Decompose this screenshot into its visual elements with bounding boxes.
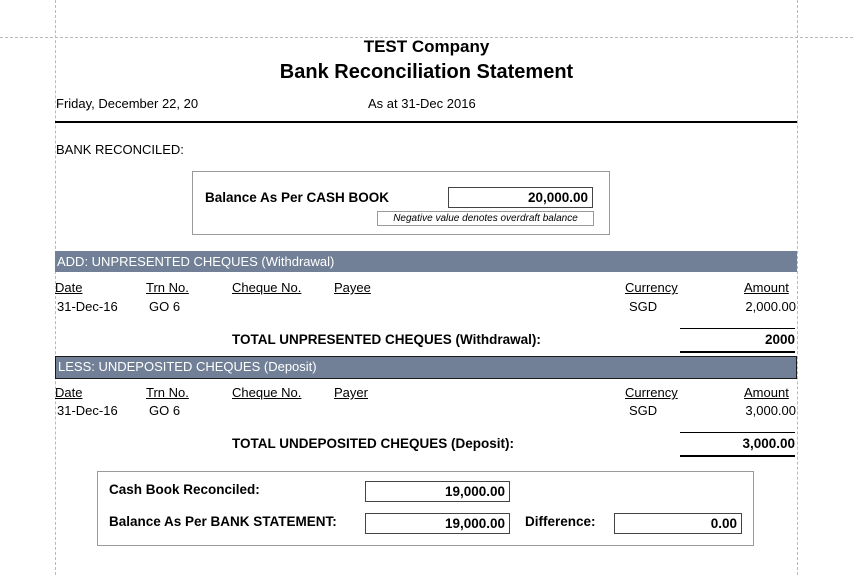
col-trn: Trn No. [146, 385, 189, 400]
row-date: 31-Dec-16 [57, 299, 118, 314]
row-currency: SGD [629, 403, 658, 418]
print-date: Friday, December 22, 20 [56, 96, 199, 111]
right-margin-guide [797, 0, 798, 575]
col-currency: Currency [625, 280, 678, 295]
difference-value: 0.00 [614, 513, 742, 534]
col-payee: Payee [334, 280, 371, 295]
col-amount: Amount [744, 280, 789, 295]
header-rule [55, 121, 797, 123]
col-trn: Trn No. [146, 280, 189, 295]
row-date: 31-Dec-16 [57, 403, 118, 418]
col-amount: Amount [744, 385, 789, 400]
col-cheque: Cheque No. [232, 280, 302, 295]
col-currency: Currency [625, 385, 678, 400]
col-payer: Payer [334, 385, 368, 400]
difference-label: Difference: [525, 514, 596, 529]
row-currency: SGD [629, 299, 658, 314]
undeposited-total-value: 3,000.00 [680, 432, 795, 457]
bank-statement-value: 19,000.00 [365, 513, 510, 534]
col-date: Date [55, 280, 83, 295]
company-name: TEST Company [363, 37, 490, 56]
report-title: Bank Reconciliation Statement [279, 61, 574, 83]
row-amount: 2,000.00 [745, 299, 796, 314]
reconciled-label: Cash Book Reconciled: [109, 482, 260, 497]
unpresented-total-label: TOTAL UNPRESENTED CHEQUES (Withdrawal): [232, 332, 541, 347]
row-trn: GO 6 [149, 299, 181, 314]
as-at-date: As at 31-Dec 2016 [368, 96, 476, 111]
section-label: BANK RECONCILED: [56, 142, 184, 157]
col-date: Date [55, 385, 83, 400]
bank-statement-label: Balance As Per BANK STATEMENT: [109, 514, 337, 529]
undeposited-total-label: TOTAL UNDEPOSITED CHEQUES (Deposit): [232, 436, 515, 451]
unpresented-total-value: 2000 [680, 328, 795, 353]
undeposited-band: LESS: UNDEPOSITED CHEQUES (Deposit) [55, 356, 797, 379]
reconciled-value: 19,000.00 [365, 481, 510, 502]
row-trn: GO 6 [149, 403, 181, 418]
col-cheque: Cheque No. [232, 385, 302, 400]
overdraft-note: Negative value denotes overdraft balance [377, 211, 594, 226]
cash-book-value: 20,000.00 [448, 187, 593, 208]
row-amount: 3,000.00 [745, 403, 796, 418]
cash-book-label: Balance As Per CASH BOOK [205, 190, 390, 205]
unpresented-band: ADD: UNPRESENTED CHEQUES (Withdrawal) [55, 251, 797, 272]
